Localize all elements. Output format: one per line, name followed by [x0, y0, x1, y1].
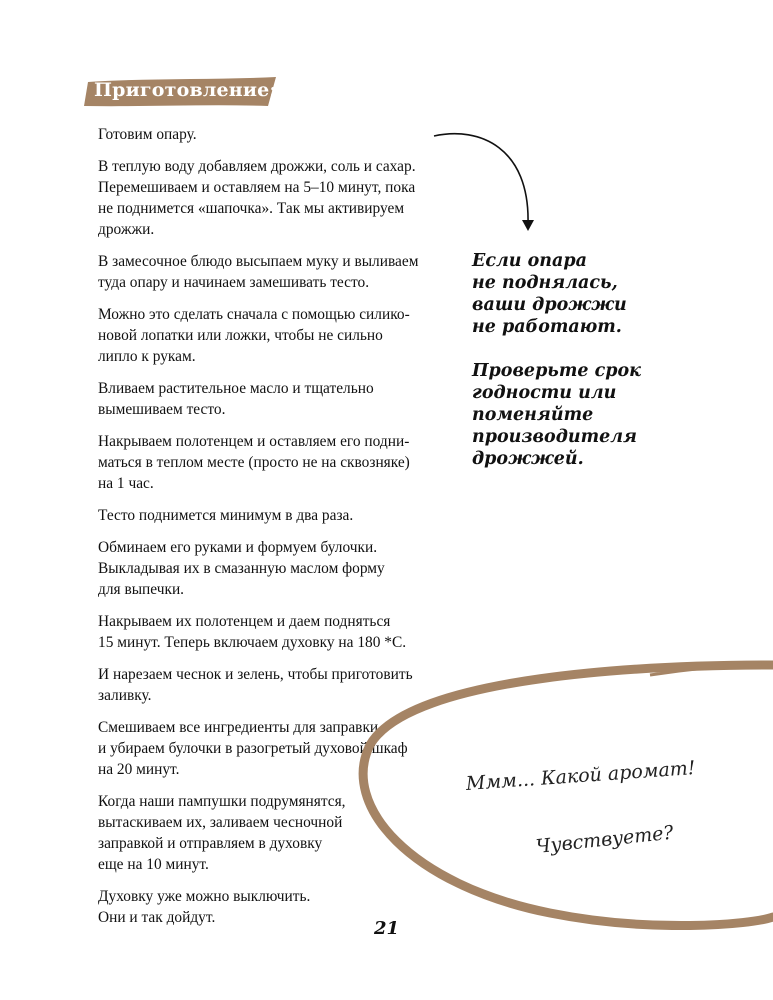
tip-text-2: Проверьте срок годности или поменяйте производителя дрожжей. [472, 361, 642, 469]
step-item: Готовим опару. [98, 126, 197, 143]
step-item: В замесочное блюдо высыпаем муку и выливаем туда опару и начинаем замешивать тесто. [98, 253, 419, 291]
step-item: Можно это сделать сначала с помощью силико- новой лопатки или ложки, чтобы не сильно липло к рукам. [98, 306, 410, 365]
section-heading: Приготовление: [94, 79, 277, 101]
step-item: Духовку уже можно выключить. Они и так дойдут. [98, 888, 311, 926]
curved-arrow-icon [430, 128, 550, 238]
step-item: Когда наши пампушки подрумянятся, вытаскиваем их, заливаем чесночной заправкой и отправляем в духовку еще на 10 минут. [98, 793, 346, 873]
step-item: Смешиваем все ингредиенты для заправки и убираем булочки в разогретый духовой шкаф на 20 минут. [98, 719, 408, 778]
step-item: Накрываем их полотенцем и даем подняться 15 минут. Теперь включаем духовку на 180 *С. [98, 613, 407, 651]
step-item: В теплую воду добавляем дрожжи, соль и сахар. Перемешиваем и оставляем на 5–10 минут, пока не поднимется «шапочка». Так мы активируем дрожжи. [98, 158, 416, 238]
step-item: Обминаем его руками и формуем булочки. Выкладывая их в смазанную маслом форму для выпечки. [98, 539, 385, 598]
handwritten-note-2: Чувствуете? [534, 821, 675, 858]
step-item: Накрываем полотенцем и оставляем его подни- маться в теплом месте (просто не на сквозняке) на 1 час. [98, 433, 410, 492]
step-item: И нарезаем чеснок и зелень, чтобы приготовить заливку. [98, 666, 413, 704]
step-item: Вливаем растительное масло и тщательно вымешиваем тесто. [98, 380, 374, 418]
tip-text-1: Если опара не поднялась, ваши дрожжи не работают. [472, 251, 627, 337]
handwritten-note-1: Ммм... Какой аромат! [465, 756, 697, 795]
step-item: Тесто поднимется минимум в два раза. [98, 507, 354, 524]
page-number: 21 [373, 918, 400, 939]
decorative-ellipse [350, 655, 773, 930]
